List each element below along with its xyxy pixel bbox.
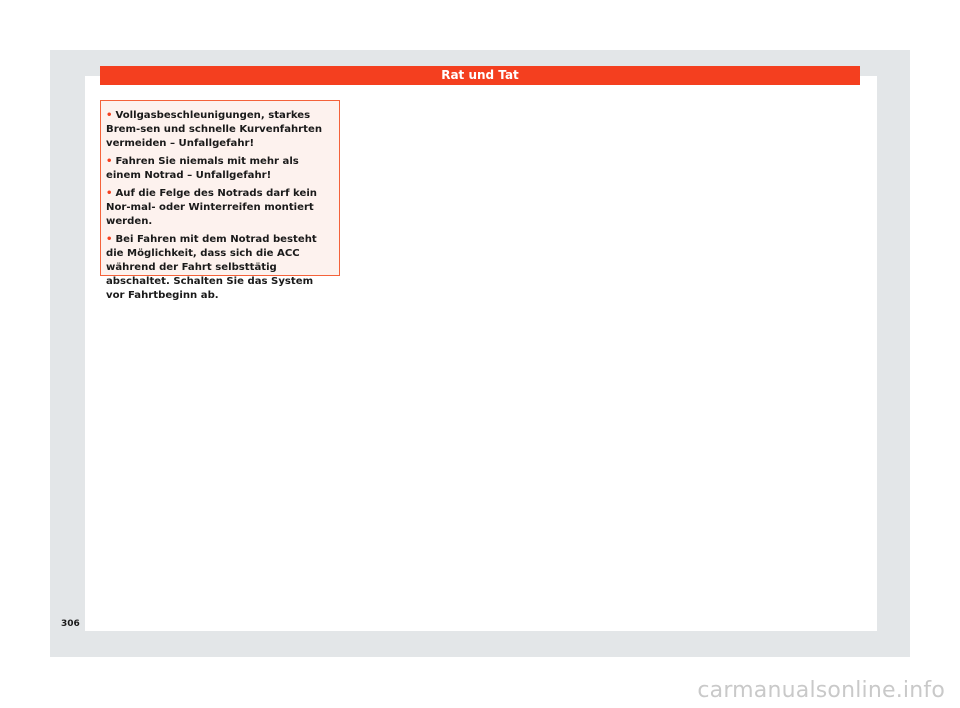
watermark: carmanualsonline.info [697,678,945,703]
warning-item [106,109,333,151]
bullet-icon: • [106,110,113,121]
warning-item-text: Fahren Sie niemals mit mehr als einem Notrad – Unfallgefahr! [106,156,299,181]
bullet-icon: • [106,234,113,245]
warning-box [100,100,340,301]
section-header: Rat und Tat [100,66,860,85]
bullet-icon: • [106,188,113,199]
warning-item-text: Vollgasbeschleunigungen, starkes Brem-sen und schnelle Kurvenfahrten vermeiden – Unfallgefahr! [106,110,323,149]
warning-item [106,155,333,183]
warning-item [106,187,333,229]
warning-item-text: Bei Fahren mit dem Notrad besteht die Möglichkeit, dass sich die ACC während der Fahrt selbsttätig abschaltet. Schalten Sie das System vor Fahrtbeginn ab. [106,234,317,301]
page-number: 306 [61,619,80,629]
warning-item [106,233,333,303]
warning-item-text: Auf die Felge des Notrads darf kein Nor-mal- oder Winterreifen montiert werden. [106,188,317,227]
bullet-icon: • [106,156,113,167]
